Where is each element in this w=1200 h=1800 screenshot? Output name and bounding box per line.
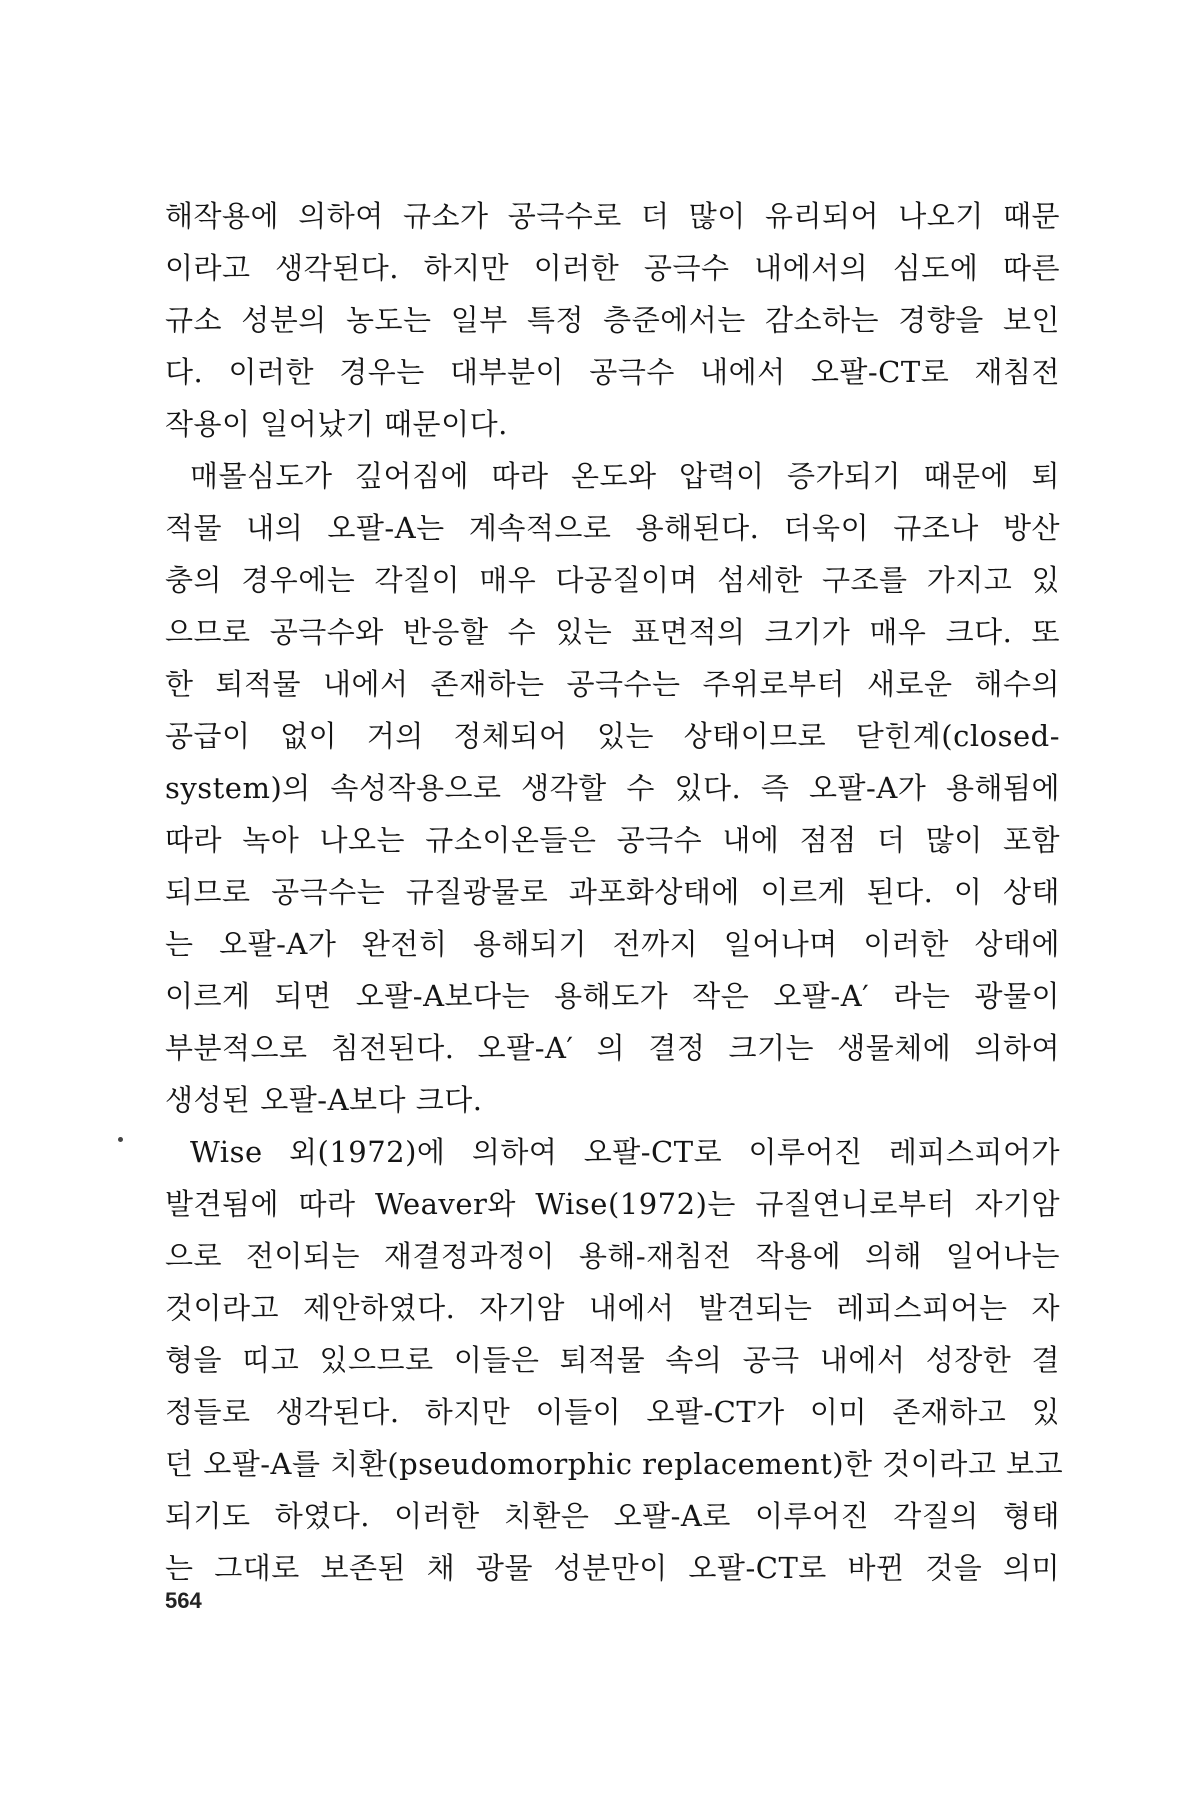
body-text <box>165 190 1064 1594</box>
text-line: 매몰심도가 깊어짐에 따라 온도와 압력이 증가되기 때문에 퇴 <box>190 459 1060 493</box>
text-line: 이르게 되면 오팔-A보다는 용해도가 작은 오팔-A′ 라는 광물이 <box>165 979 1060 1013</box>
text-line: 다. 이러한 경우는 대부분이 공극수 내에서 오팔-CT로 재침전 <box>165 355 1060 389</box>
text-line: 던 오팔-A를 치환(pseudomorphic replacement)한 것이라고 보고 <box>165 1447 1064 1481</box>
text-line: 되므로 공극수는 규질광물로 과포화상태에 이르게 된다. 이 상태 <box>165 875 1060 909</box>
text-line: 생성된 오팔-A보다 크다. <box>165 1083 483 1117</box>
text-line: 정들로 생각된다. 하지만 이들이 오팔-CT가 이미 존재하고 있 <box>165 1395 1060 1429</box>
text-line: 작용이 일어났기 때문이다. <box>165 407 508 441</box>
text-line: 한 퇴적물 내에서 존재하는 공극수는 주위로부터 새로운 해수의 <box>165 667 1060 701</box>
text-line: 부분적으로 침전된다. 오팔-A′ 의 결정 크기는 생물체에 의하여 <box>165 1031 1060 1065</box>
text-line: 따라 녹아 나오는 규소이온들은 공극수 내에 점점 더 많이 포함 <box>165 823 1060 857</box>
text-line: 충의 경우에는 각질이 매우 다공질이며 섬세한 구조를 가지고 있 <box>165 563 1060 597</box>
text-line: 는 오팔-A가 완전히 용해되기 전까지 일어나며 이러한 상태에 <box>165 927 1060 961</box>
text-line: 적물 내의 오팔-A는 계속적으로 용해된다. 더욱이 규조나 방산 <box>165 511 1060 545</box>
page-number: 564 <box>165 1588 202 1613</box>
margin-mark <box>118 1137 123 1142</box>
text-line: 으므로 공극수와 반응할 수 있는 표면적의 크기가 매우 크다. 또 <box>165 615 1060 649</box>
text-line: 해작용에 의하여 규소가 공극수로 더 많이 유리되어 나오기 때문 <box>165 199 1060 233</box>
text-line: 발견됨에 따라 Weaver와 Wise(1972)는 규질연니로부터 자기암 <box>165 1187 1060 1221</box>
text-line: Wise 외(1972)에 의하여 오팔-CT로 이루어진 레피스피어가 <box>190 1135 1060 1169</box>
text-line: 는 그대로 보존된 채 광물 성분만이 오팔-CT로 바뀐 것을 의미 <box>165 1551 1060 1585</box>
text-line: 되기도 하였다. 이러한 치환은 오팔-A로 이루어진 각질의 형태 <box>165 1499 1060 1533</box>
text-line: 것이라고 제안하였다. 자기암 내에서 발견되는 레피스피어는 자 <box>165 1291 1060 1325</box>
text-line: 규소 성분의 농도는 일부 특정 층준에서는 감소하는 경향을 보인 <box>165 303 1060 337</box>
text-line: 이라고 생각된다. 하지만 이러한 공극수 내에서의 심도에 따른 <box>165 251 1060 285</box>
text-line: 으로 전이되는 재결정과정이 용해-재침전 작용에 의해 일어나는 <box>165 1239 1060 1273</box>
text-line: 형을 띠고 있으므로 이들은 퇴적물 속의 공극 내에서 성장한 결 <box>165 1343 1060 1377</box>
text-line: system)의 속성작용으로 생각할 수 있다. 즉 오팔-A가 용해됨에 <box>165 771 1060 805</box>
text-line: 공급이 없이 거의 정체되어 있는 상태이므로 닫힌계(closed- <box>165 719 1060 753</box>
